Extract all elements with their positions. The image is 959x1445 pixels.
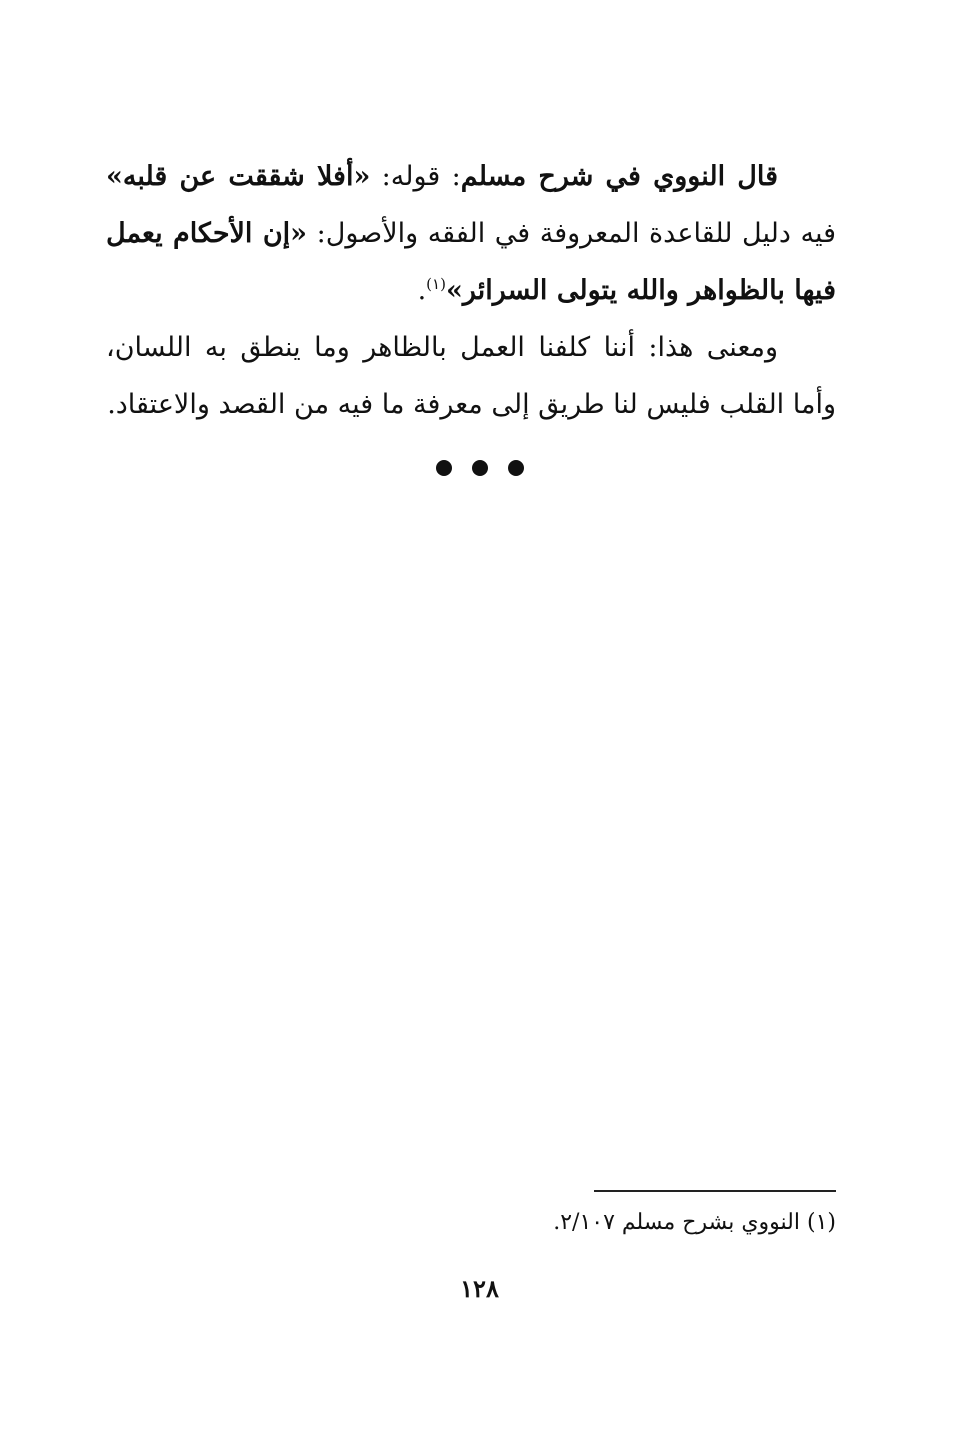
hadith-quote: «أفلا شققت عن قلبه» [106, 161, 371, 192]
paragraph-2: ومعنى هذا: أننا كلفنا العمل بالظاهر وما ينطق به اللسان، وأما القلب فليس لنا طريق إلى معرفة ما فيه من القصد والاعتقاد. [106, 332, 836, 420]
text-segment: : قوله: [370, 161, 461, 192]
text-segment: . [417, 275, 427, 306]
speaker-phrase: قال النووي في شرح مسلم [460, 161, 778, 192]
section-separator [0, 460, 959, 480]
footnote [553, 1208, 836, 1238]
paragraph-1 [106, 148, 836, 319]
body-text [106, 148, 836, 433]
rule-quote: «إن الأحكام يعمل فيها بالظواهر والله يتولى السرائر» [106, 218, 836, 306]
separator-dot-icon [508, 460, 524, 476]
separator-dot-icon [436, 460, 452, 476]
footnote-divider [594, 1190, 836, 1192]
page-number: ١٢٨ [460, 1274, 499, 1303]
footnote-reference[interactable]: (١) [426, 275, 446, 293]
text-segment: فيه دليل للقاعدة المعروفة في الفقه والأصول: [307, 218, 837, 249]
footnote-text: النووي بشرح مسلم ٢/١٠٧. [553, 1210, 807, 1235]
separator-dot-icon [472, 460, 488, 476]
footnote-marker: (١) [806, 1210, 836, 1235]
